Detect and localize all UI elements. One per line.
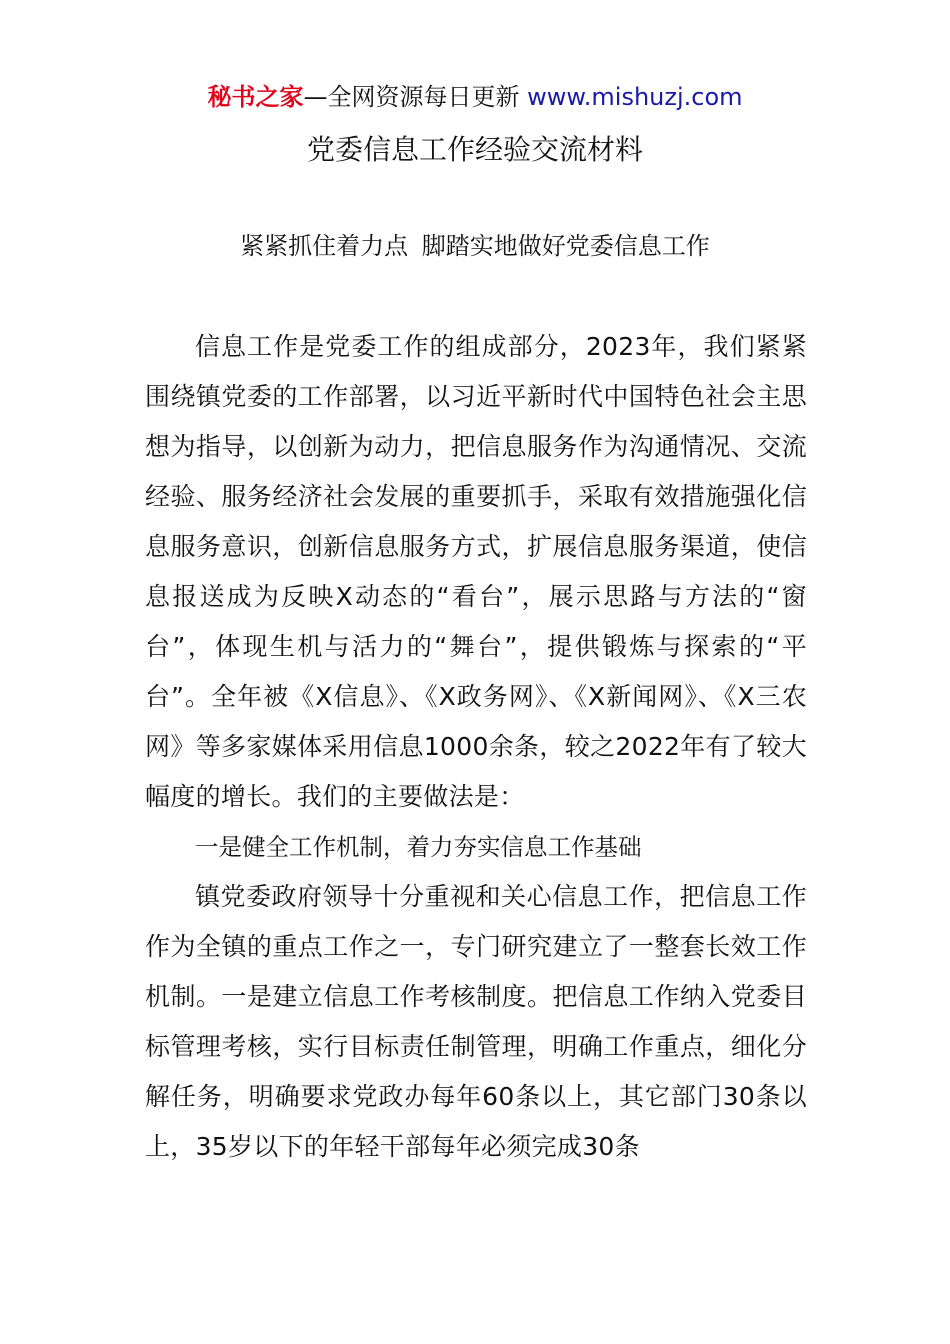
document-subtitle: 紧紧抓住着力点 脚踏实地做好党委信息工作	[240, 232, 710, 260]
site-brand: 秘书之家	[207, 83, 304, 111]
site-header	[0, 80, 950, 114]
site-tagline: —全网资源每日更新	[303, 83, 528, 111]
document-body	[145, 322, 807, 1172]
section-1-paragraph: 镇党委政府领导十分重视和关心信息工作，把信息工作作为全镇的重点工作之一，专门研究建立了一整套长效工作机制。一是建立信息工作考核制度。把信息工作纳入党委目标管理考核，实行目标责任制管理，明确工作重点，细化分解任务，明确要求党政办每年60条以上，其它部门30条以上，35岁以下的年轻干部每年必须完成30条	[145, 882, 807, 1161]
section-heading-1: 一是健全工作机制，着力夯实信息工作基础	[195, 833, 642, 861]
document-title: 党委信息工作经验交流材料	[306, 133, 643, 166]
intro-paragraph: 信息工作是党委工作的组成部分，2023年，我们紧紧围绕镇党委的工作部署，以习近平新时代中国特色社会主思想为指导，以创新为动力，把信息服务作为沟通情况、交流经验、服务经济社会发展的重要抓手，采取有效措施强化信息服务意识，创新信息服务方式，扩展信息服务渠道，使信息报送成为反映X动态的“看台”，展示思路与方法的“窗台”，体现生机与活力的“舞台”，提供锻炼与探索的“平台”。全年被《X信息》、《X政务网》、《X新闻网》、《X三农网》等多家媒体采用信息1000余条，较之2022年有了较大幅度的增长。我们的主要做法是：	[145, 332, 807, 811]
site-url-link[interactable]: www.mishuzj.com	[527, 83, 743, 111]
